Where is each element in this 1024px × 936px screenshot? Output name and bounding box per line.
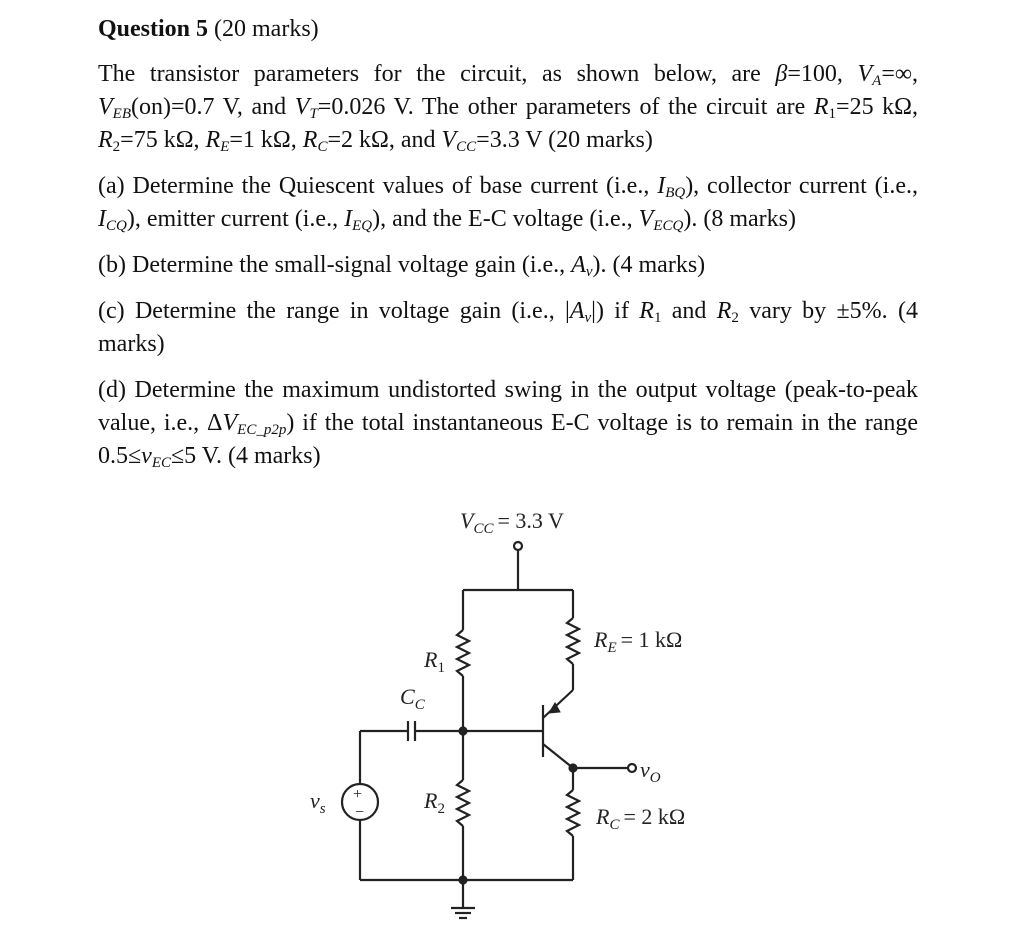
vcc-label: $V_{CC} = 3.3$ V — [460, 508, 564, 537]
vo-label: $v_O$ — [640, 757, 661, 786]
vcc-terminal — [514, 542, 522, 550]
transistor-emitter — [543, 690, 573, 718]
vs-minus-icon: − — [355, 804, 365, 821]
part-a-paragraph: (a) Determine the Quiescent values of base current (i.e., $I_{BQ}$), collector current (i.e., $I_{CQ}$), emitter current (i.e., $I_{EQ}$), and the E-C voltage (i.e., $V_{ECQ}$). (8 marks) — [98, 173, 918, 234]
rc-resistor — [567, 790, 579, 836]
transistor-collector — [543, 744, 573, 768]
r1-resistor — [457, 630, 469, 676]
r2-label: $R_2$ — [424, 788, 445, 817]
circuit-diagram — [290, 500, 730, 930]
rc-label: $R_C = 2$ kΩ — [596, 804, 686, 833]
part-c-paragraph: (c) Determine the range in voltage gain (i.e., $|A_v|$) if $R_1$ and $R_2$ vary by ±5%. (4 marks) — [98, 298, 918, 357]
question-marks: (20 marks) — [214, 16, 319, 42]
re-label: $R_E = 1$ kΩ — [594, 627, 683, 656]
r2-resistor — [457, 780, 469, 826]
question-title — [98, 14, 918, 44]
vs-plus-icon: + — [353, 786, 363, 803]
r1-label: $R_1$ — [424, 647, 445, 676]
question-number: Question 5 — [98, 16, 209, 42]
re-resistor — [567, 618, 579, 664]
question-page — [98, 14, 918, 486]
intro-paragraph: The transistor parameters for the circuit, as shown below, are β=100, $V_A=\infty$, $V_{EB}(on)=0.7$ V, and $V_T=0.026$ V. The other parameters of the circuit are $R_1=25$ kΩ, $R_2=75$ kΩ, $R_E=1$ kΩ, $R_C=2$ kΩ, and $V_{CC}=3.3$ V (20 marks) — [98, 61, 918, 155]
part-d-paragraph: (d) Determine the maximum undistorted swing in the output voltage (peak-to-peak value, i.e., $\Delta V_{EC\_p2p}$) if the total instantaneous E-C voltage is to remain in the range $0.5\le v_{EC}\le 5$ V. (4 marks) — [98, 377, 918, 471]
cc-label: $C_C$ — [400, 684, 425, 713]
vo-terminal — [628, 764, 636, 772]
part-b-paragraph: (b) Determine the small-signal voltage gain (i.e., $A_v$). (4 marks) — [98, 252, 706, 280]
vs-label: $v_s$ — [310, 788, 326, 817]
